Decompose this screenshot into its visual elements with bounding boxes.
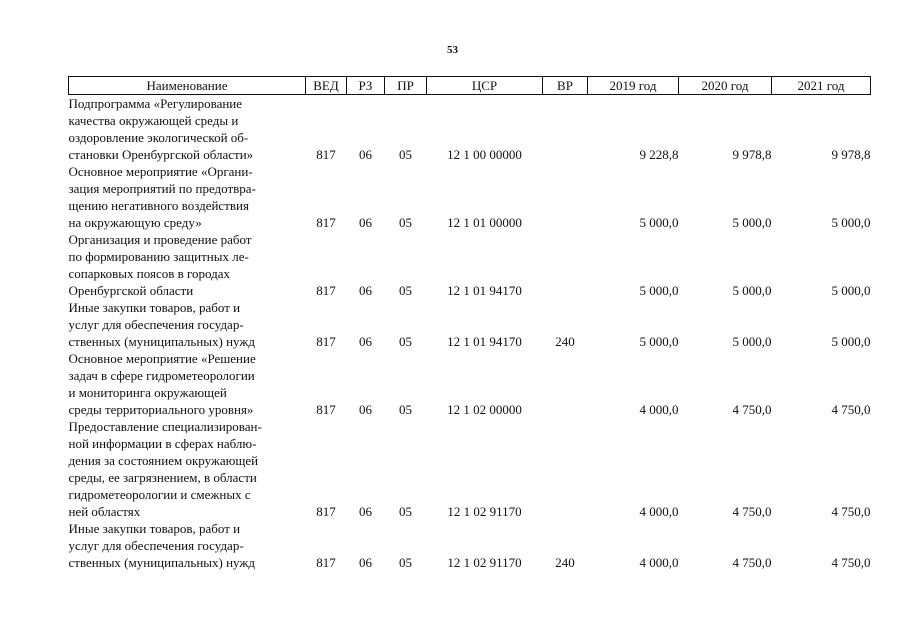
row-pr: 05: [399, 555, 412, 570]
row-vr: 240: [555, 555, 575, 570]
row-csr: 12 1 01 94170: [447, 283, 522, 298]
row-rz: 06: [359, 402, 372, 417]
header-2021: 2021 год: [772, 77, 871, 95]
row-name-line: становки Оренбургской области»: [68, 147, 254, 162]
row-pr: 05: [399, 334, 412, 349]
row-ved: 817: [316, 402, 336, 417]
row-name-line: задач в сфере гидрометеорологии: [68, 368, 255, 383]
row-2019: 4 000,0: [639, 555, 679, 570]
row-2020: 5 000,0: [732, 283, 772, 298]
row-name-line: Иные закупки товаров, работ и: [68, 521, 241, 536]
row-2020: 5 000,0: [732, 215, 772, 230]
row-name-line: щению негативного воздействия: [68, 198, 249, 213]
row-name-line: и мониторинга окружающей: [68, 385, 227, 400]
row-name-line: Организация и проведение работ: [68, 232, 252, 247]
row-vr: [543, 418, 588, 520]
row-ved: 817: [316, 555, 336, 570]
header-csr: ЦСР: [427, 77, 543, 95]
row-2020: 4 750,0: [732, 402, 772, 417]
table-body: [69, 95, 871, 572]
table-row: [69, 350, 871, 418]
row-csr: 12 1 00 00000: [447, 147, 522, 162]
row-name-line: среды, ее загрязнением, в области: [68, 470, 257, 485]
row-ved: 817: [316, 283, 336, 298]
row-name-line: ственных (муниципальных) нужд: [68, 555, 255, 570]
row-2020: 4 750,0: [732, 555, 772, 570]
row-name: [69, 418, 306, 520]
row-name: [69, 95, 306, 164]
header-2019: 2019 год: [588, 77, 679, 95]
header-vr: ВР: [543, 77, 588, 95]
row-vr: 240: [555, 334, 575, 349]
row-2020: 9 978,8: [732, 147, 772, 162]
row-name-line: ней областях: [68, 504, 141, 519]
table-row: [69, 520, 871, 571]
row-name-line: Иные закупки товаров, работ и: [68, 300, 241, 315]
row-2021: 9 978,8: [831, 147, 871, 162]
row-pr: 05: [399, 504, 412, 519]
row-vr: [543, 163, 588, 231]
row-2019: 4 000,0: [639, 504, 679, 519]
row-name: [69, 350, 306, 418]
budget-table: [68, 76, 871, 571]
row-name-line: качества окружающей среды и: [68, 113, 239, 128]
row-name-line: сопарковых поясов в городах: [68, 266, 231, 281]
row-rz: 06: [359, 283, 372, 298]
row-name-line: на окружающую среду»: [68, 215, 202, 230]
row-name: [69, 299, 306, 350]
row-2021: 5 000,0: [831, 283, 871, 298]
row-ved: 817: [316, 147, 336, 162]
row-vr: [543, 231, 588, 299]
row-name-line: Основное мероприятие «Решение: [68, 351, 256, 366]
row-pr: 05: [399, 147, 412, 162]
row-name: [69, 231, 306, 299]
row-name: [69, 163, 306, 231]
row-name-line: среды территориального уровня»: [68, 402, 254, 417]
row-pr: 05: [399, 402, 412, 417]
row-2021: 4 750,0: [831, 555, 871, 570]
row-ved: 817: [316, 215, 336, 230]
row-vr: [543, 95, 588, 164]
row-name-line: оздоровление экологической об-: [68, 130, 249, 145]
row-2019: 5 000,0: [639, 215, 679, 230]
row-name-line: гидрометеорологии и смежных с: [68, 487, 251, 502]
row-name-line: Оренбургской области: [68, 283, 194, 298]
row-csr: 12 1 01 00000: [447, 215, 522, 230]
table-row: [69, 95, 871, 164]
page-number: 53: [447, 44, 458, 56]
row-name-line: ственных (муниципальных) нужд: [68, 334, 255, 349]
row-csr: 12 1 02 91170: [447, 504, 522, 519]
row-name-line: ной информации в сферах наблю-: [68, 436, 257, 451]
row-2019: 4 000,0: [639, 402, 679, 417]
row-2019: 5 000,0: [639, 283, 679, 298]
row-vr: [543, 350, 588, 418]
row-name: [69, 520, 306, 571]
table-row: [69, 163, 871, 231]
row-pr: 05: [399, 283, 412, 298]
row-name-line: услуг для обеспечения государ-: [68, 538, 244, 553]
row-name-line: Основное мероприятие «Органи-: [68, 164, 253, 179]
row-name-line: дения за состоянием окружающей: [68, 453, 259, 468]
row-rz: 06: [359, 215, 372, 230]
row-2021: 4 750,0: [831, 402, 871, 417]
row-name-line: Подпрограмма «Регулирование: [68, 96, 243, 111]
row-name-line: по формированию защитных ле-: [68, 249, 249, 264]
row-rz: 06: [359, 504, 372, 519]
row-2021: 5 000,0: [831, 334, 871, 349]
row-csr: 12 1 02 00000: [447, 402, 522, 417]
row-rz: 06: [359, 147, 372, 162]
header-2020: 2020 год: [679, 77, 772, 95]
row-name-line: зация мероприятий по предотвра-: [68, 181, 256, 196]
table-row: [69, 418, 871, 520]
row-2019: 5 000,0: [639, 334, 679, 349]
row-rz: 06: [359, 555, 372, 570]
row-rz: 06: [359, 334, 372, 349]
row-csr: 12 1 02 91170: [447, 555, 522, 570]
row-ved: 817: [316, 334, 336, 349]
row-2020: 4 750,0: [732, 504, 772, 519]
row-name-line: Предоставление специализирован-: [68, 419, 262, 434]
table-row: [69, 299, 871, 350]
header-row: [69, 77, 871, 95]
header-name: Наименование: [69, 77, 306, 95]
row-2019: 9 228,8: [639, 147, 679, 162]
table-row: [69, 231, 871, 299]
row-2020: 5 000,0: [732, 334, 772, 349]
row-name-line: услуг для обеспечения государ-: [68, 317, 244, 332]
row-2021: 5 000,0: [831, 215, 871, 230]
header-pr: ПР: [385, 77, 427, 95]
header-ved: ВЕД: [306, 77, 347, 95]
header-rz: РЗ: [347, 77, 385, 95]
row-2021: 4 750,0: [831, 504, 871, 519]
row-csr: 12 1 01 94170: [447, 334, 522, 349]
row-pr: 05: [399, 215, 412, 230]
row-ved: 817: [316, 504, 336, 519]
